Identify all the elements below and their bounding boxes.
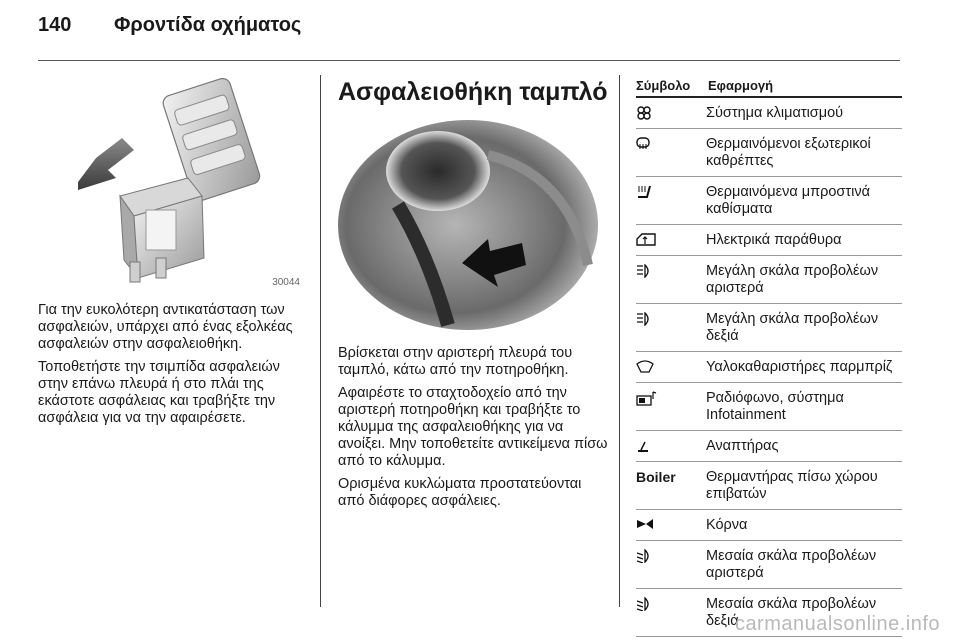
page-title: Φροντίδα οχήματος xyxy=(114,14,302,36)
table-row xyxy=(636,383,902,431)
radio-infotainment-icon xyxy=(636,391,658,407)
table-row xyxy=(636,510,902,541)
row-text: Μεσαία σκάλα προβολέων αριστερά xyxy=(706,548,877,581)
row-text: Μεγάλη σκάλα προβολέων δεξιά xyxy=(706,311,879,344)
row-text: Μεγάλη σκάλα προβολέων αριστερά xyxy=(706,263,879,296)
row-text: Υαλοκαθαριστήρες παρμπρίζ xyxy=(706,359,893,375)
paragraph: Ορισμένα κυκλώματα προστατεύονται από διάφορες ασφάλειες. xyxy=(338,476,582,509)
table-row xyxy=(636,129,902,177)
table-row xyxy=(636,177,902,225)
row-text: Θερμαινόμενοι εξωτερικοί καθρέπτες xyxy=(706,136,871,169)
table-row xyxy=(636,256,902,304)
table-row xyxy=(636,352,902,383)
high-beam-left-icon xyxy=(636,264,652,278)
table-row xyxy=(636,541,902,589)
row-text: Μεσαία σκάλα προβολέων δεξιά xyxy=(706,596,877,629)
air-conditioning-icon xyxy=(636,106,652,120)
paragraph: Βρίσκεται στην αριστερή πλευρά του ταμπλό, κάτω από την ποτηροθήκη. xyxy=(338,345,573,378)
section-title: Ασφαλειοθήκη ταμπλό xyxy=(338,78,608,106)
low-beam-right-icon xyxy=(636,597,652,611)
row-text: Ηλεκτρικά παράθυρα xyxy=(706,232,842,248)
table-row xyxy=(636,462,902,510)
boiler-symbol: Boiler xyxy=(636,469,676,485)
cigarette-lighter-icon xyxy=(636,439,650,453)
row-text: Σύστημα κλιματισμού xyxy=(706,105,844,121)
high-beam-right-icon xyxy=(636,312,652,326)
column-divider-left xyxy=(320,75,321,607)
left-column xyxy=(38,78,308,433)
heated-mirrors-icon xyxy=(636,137,650,151)
power-windows-icon xyxy=(636,233,656,247)
dashboard-photo-drawing xyxy=(338,115,604,333)
page-number: 140 xyxy=(38,14,72,36)
dashboard-fuse-box-photo xyxy=(338,115,604,333)
fuse-puller-illustration xyxy=(38,78,304,290)
middle-column xyxy=(338,78,608,516)
table-row xyxy=(636,304,902,352)
fuse-puller-drawing xyxy=(38,78,304,290)
header-rule xyxy=(38,60,900,61)
paragraph: Για την ευκολότερη αντικατάσταση των ασφαλειών, υπάρχει από ένας εξολκέας ασφαλειών στην ασφαλειοθήκη. xyxy=(38,302,293,352)
table-row xyxy=(636,225,902,256)
row-text: Θερμαντήρας πίσω χώρου επιβατών xyxy=(706,469,878,502)
table-row xyxy=(636,98,902,129)
row-text: Κόρνα xyxy=(706,517,748,533)
low-beam-left-icon xyxy=(636,549,652,563)
column-header-symbol: Σύμβολο xyxy=(636,78,691,93)
figure-code: 30044 xyxy=(272,277,300,288)
column-divider-right xyxy=(619,75,620,607)
windshield-wipers-icon xyxy=(636,360,654,374)
column-header-application: Εφαρμογή xyxy=(708,78,774,93)
table-header xyxy=(636,78,902,98)
watermark: carmanualsonline.info xyxy=(734,613,940,635)
horn-icon xyxy=(636,518,654,530)
heated-seats-icon xyxy=(636,185,652,199)
paragraph: Αφαιρέστε το σταχτοδοχείο από την αριστερή ποτηροθήκη και τραβήξτε το κάλυμμα της ασφαλειοθήκης για να ανοίξει. Μην τοποθετείτε αντικείμενα πίσω από το κάλυμμα. xyxy=(338,385,608,469)
right-column xyxy=(636,78,902,637)
row-text: Θερμαινόμενα μπροστινά καθίσματα xyxy=(706,184,870,217)
table-row xyxy=(636,431,902,462)
row-text: Αναπτήρας xyxy=(706,438,779,454)
paragraph: Τοποθετήστε την τσιμπίδα ασφαλειών στην επάνω πλευρά ή στο πλάι της εκάστοτε ασφάλειας και τραβήξτε την ασφάλεια για να την αφαιρέσετε. xyxy=(38,359,280,426)
row-text: Ραδιόφωνο, σύστημα Infotainment xyxy=(706,390,844,423)
